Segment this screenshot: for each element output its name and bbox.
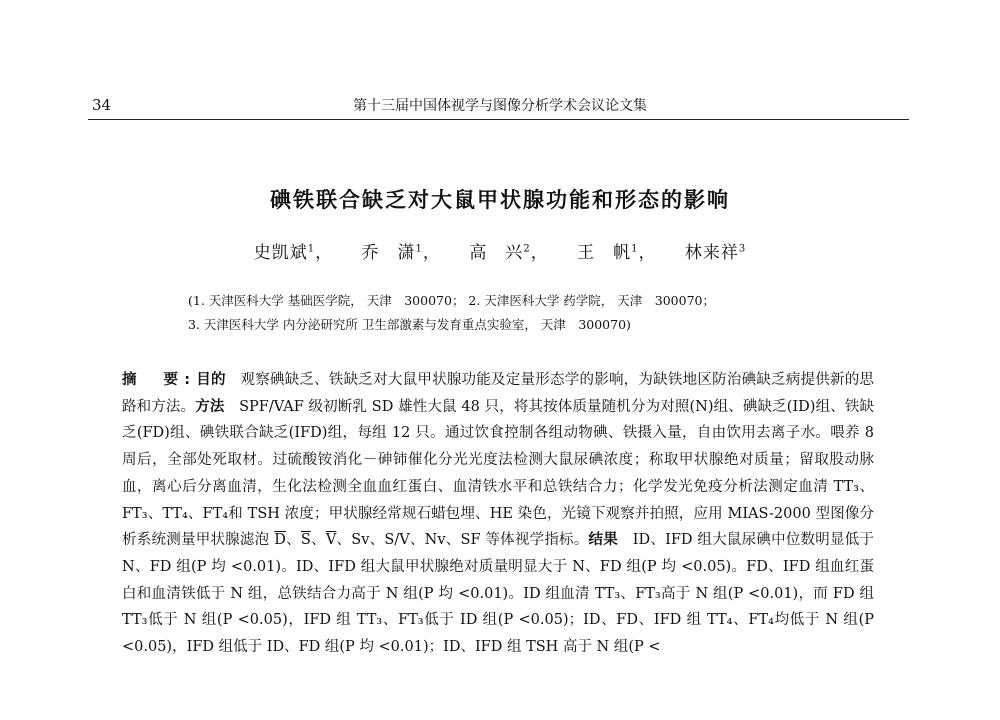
author-list	[0, 238, 1000, 263]
methods-label: 方法	[195, 398, 225, 415]
results-label: 结果	[588, 532, 619, 549]
author: 史凯斌$^1$，	[253, 243, 334, 263]
abstract: 摘 要:目的 观察碘缺乏、铁缺乏对大鼠甲状腺功能及定量形态学的影响，为缺铁地区防治碘缺乏病提供新的思路和方法。方法 SPF/VAF 级初断乳 SD 雄性大鼠 48 只，将其按体质量随机分为对照(N)组、碘缺乏(ID)组、铁缺乏(FD)组、碘铁联合缺乏(IFD)组，每组 12 只。通过饮食控制各组动物碘、铁摄入量，自由饮用去离子水。喂养 8 周后，全部处死取材。过硫酸铵消化－砷铈催化分光光度法检测大鼠尿碘浓度；称取甲状腺绝对质量；留取股动脉血，离心后分离血清，生化法检测全血血红蛋白、血清铁水平和总铁结合力；化学发光免疫分析法测定血清 TT₃、FT₃、TT₄、FT₄和 TSH 浓度；甲状腺经常规石蜡包埋、HE 染色，光镜下观察并拍照，应用 MIAS-2000 型图像分析系统测量甲状腺滤泡 $\overline{D}$、$\overline{S}$、$\overline{V}$、Sv、S/V、Nv、SF 等体视学指标。结果 ID、IFD 组大鼠尿碘中位数明显低于 N、FD 组(P 均 <0.01)。ID、IFD 组大鼠甲状腺绝对质量明显大于 N、FD 组(P 均 <0.05)。FD、IFD 组血红蛋白和血清铁低于 N 组，总铁结合力高于 N 组(P 均 <0.01)。ID 组血清 TT₃、FT₃高于 N 组(P <0.01)，而 FD 组 TT₃低于 N 组(P <0.05)，IFD 组 TT₃、FT₃低于 ID 组(P <0.05)；ID、FD、IFD 组 TT₄、FT₄均低于 N 组(P <0.05)，IFD 组低于 ID、FD 组(P 均 <0.01)；ID、IFD 组 TSH 高于 N 组(P <	[122, 372, 875, 656]
methods-text: SPF/VAF 级初断乳 SD 雄性大鼠 48 只，将其按体质量随机分为对照(N)组、碘缺乏(ID)组、铁缺乏(FD)组、碘铁联合缺乏(IFD)组，每组 12 只。通过饮食控制各组动物碘、铁摄入量，自由饮用去离子水。喂养 8 周后，全部处死取材。过硫酸铵消化－砷铈催化分光光度法检测大鼠尿碘浓度；称取甲状腺绝对质量；留取股动脉血，离心后分离血清，生化法检测全血血红蛋白、血清铁水平和总铁结合力；化学发光免疫分析法测定血清 TT₃、FT₃、TT₄、FT₄和 TSH 浓度；甲状腺经常规石蜡包埋、HE 染色，光镜下观察并拍照，应用 MIAS-2000 型图像分析系统测量甲状腺滤泡	[122, 398, 875, 549]
author: 王 帆$^1$，	[577, 243, 657, 263]
abstract-heading: 摘 要:	[122, 372, 197, 388]
author: 林来祥$^3$	[684, 243, 747, 263]
purpose-text: 观察碘缺乏、铁缺乏对大鼠甲状腺功能及定量形态学的影响，为缺铁地区防治碘缺乏病提供新的思路和方法。	[122, 372, 874, 415]
results-text: ID、IFD 组大鼠尿碘中位数明显低于 N、FD 组(P 均 <0.01)。ID、IFD 组大鼠甲状腺绝对质量明显大于 N、FD 组(P 均 <0.05)。FD、IFD 组血红蛋白和血清铁低于 N 组，总铁结合力高于 N 组(P 均 <0.01)。ID 组血清 TT₃、FT₃高于 N 组(P <0.01)，而 FD 组 TT₃低于 N 组(P <0.05)，IFD 组 TT₃、FT₃低于 ID 组(P <0.05)；ID、FD、IFD 组 TT₄、FT₄均低于 N 组(P <0.05)，IFD 组低于 ID、FD 组(P 均 <0.01)；ID、IFD 组 TSH 高于 N 组(P <	[122, 532, 875, 656]
author: 乔 潇$^1$，	[361, 243, 441, 263]
paper-title: 碘铁联合缺乏对大鼠甲状腺功能和形态的影响	[270, 188, 730, 212]
affiliation-line: 3. 天津医科大学 内分泌研究所 卫生部激素与发育重点实验室， 天津 300070)	[188, 317, 631, 332]
methods-text-continued: 、Sv、S/V、Nv、SF 等体视学指标。	[336, 532, 589, 549]
header-rule	[88, 119, 909, 120]
author: 高 兴$^2$，	[469, 243, 549, 263]
page-number: 34	[92, 96, 112, 114]
symbol-s-bar: $\overline{S}$	[300, 532, 311, 549]
purpose-label: 目的	[196, 372, 226, 388]
affiliations	[188, 289, 715, 337]
symbol-d-bar: $\overline{D}$	[274, 532, 286, 549]
running-title: 第十三届中国体视学与图像分析学术会议论文集	[353, 98, 647, 114]
affiliation-line: (1. 天津医科大学 基础医学院， 天津 300070； 2. 天津医科大学 药学院， 天津 300070；	[188, 293, 715, 308]
symbol-v-bar: $\overline{V}$	[325, 532, 337, 549]
